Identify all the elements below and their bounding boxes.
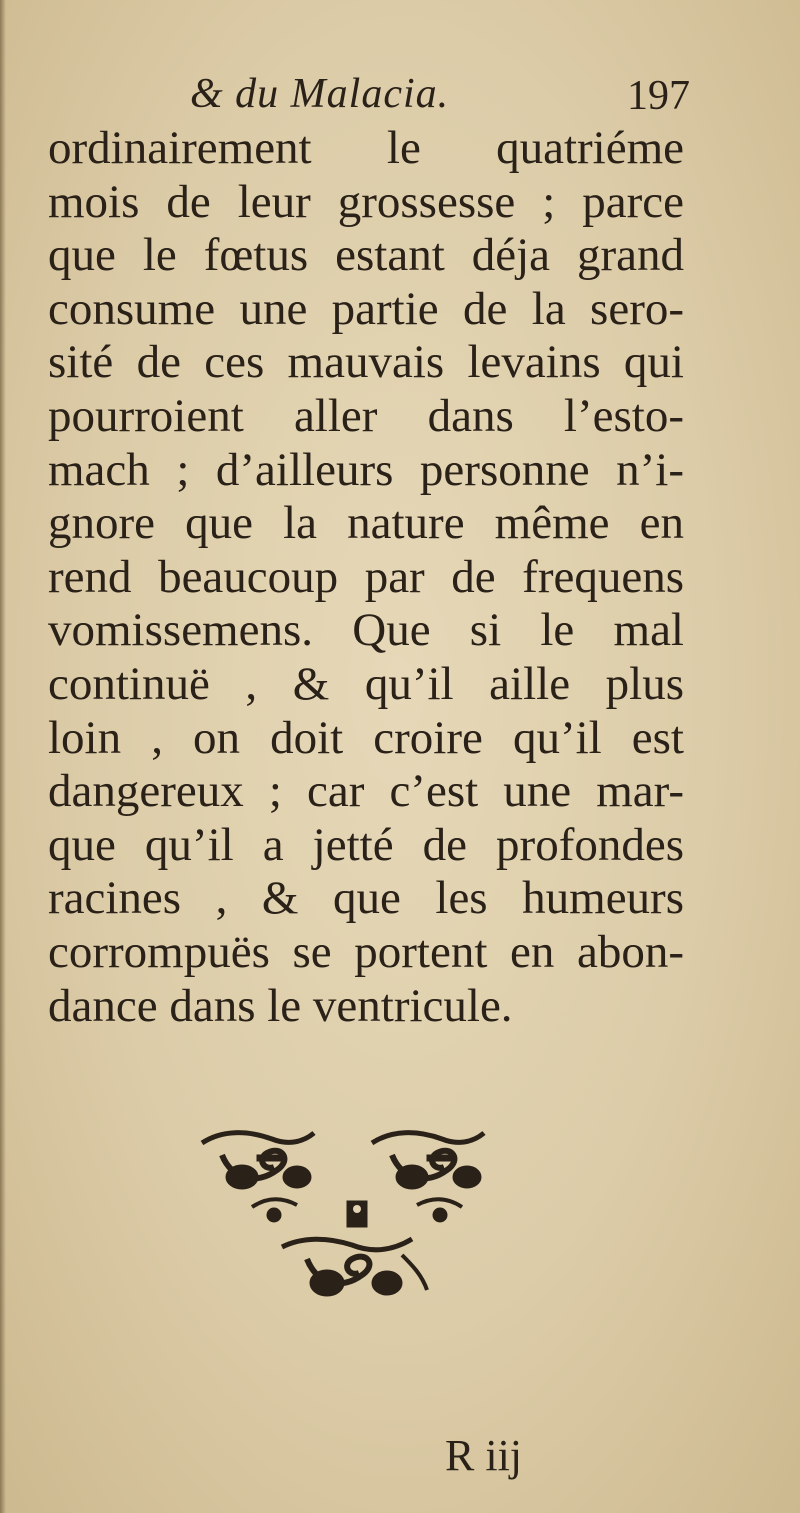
text-line: continuë , & qu’il aille plus (48, 657, 684, 710)
signature-mark: R iij (445, 1431, 523, 1480)
text-line: rend beaucoup par de frequens (48, 550, 684, 603)
page-number: 197 (627, 73, 690, 119)
text-line: ordinairement le quatriéme (48, 122, 684, 174)
page-header (190, 62, 690, 122)
body-text (48, 122, 684, 1033)
text-line: mach ; d’ailleurs personne n’i- (48, 443, 684, 496)
text-line: racines , & que les humeurs (48, 872, 684, 925)
fleuron-tailpiece-icon (182, 1115, 542, 1305)
text-line: que qu’il a jetté de profondes (48, 818, 684, 871)
running-title: & du Malacia. (190, 71, 450, 117)
text-line: dance dans le ventricule. (48, 979, 513, 1032)
text-line: sité de ces mauvais levains qui (48, 336, 684, 389)
text-line: que le fœtus estant déja grand (48, 229, 684, 282)
text-line: vomissemens. Que si le mal (48, 604, 684, 657)
text-line: mois de leur grossesse ; parce (48, 175, 684, 228)
text-line: consume une partie de la sero- (48, 282, 684, 335)
text-line: pourroient aller dans l’esto- (48, 389, 684, 442)
text-line: gnore que la nature même en (48, 497, 684, 550)
text-line: loin , on doit croire qu’il est (48, 711, 684, 764)
text-line: dangereux ; car c’est une mar- (48, 765, 684, 818)
text-line: corrompuës se portent en abon- (48, 925, 684, 978)
